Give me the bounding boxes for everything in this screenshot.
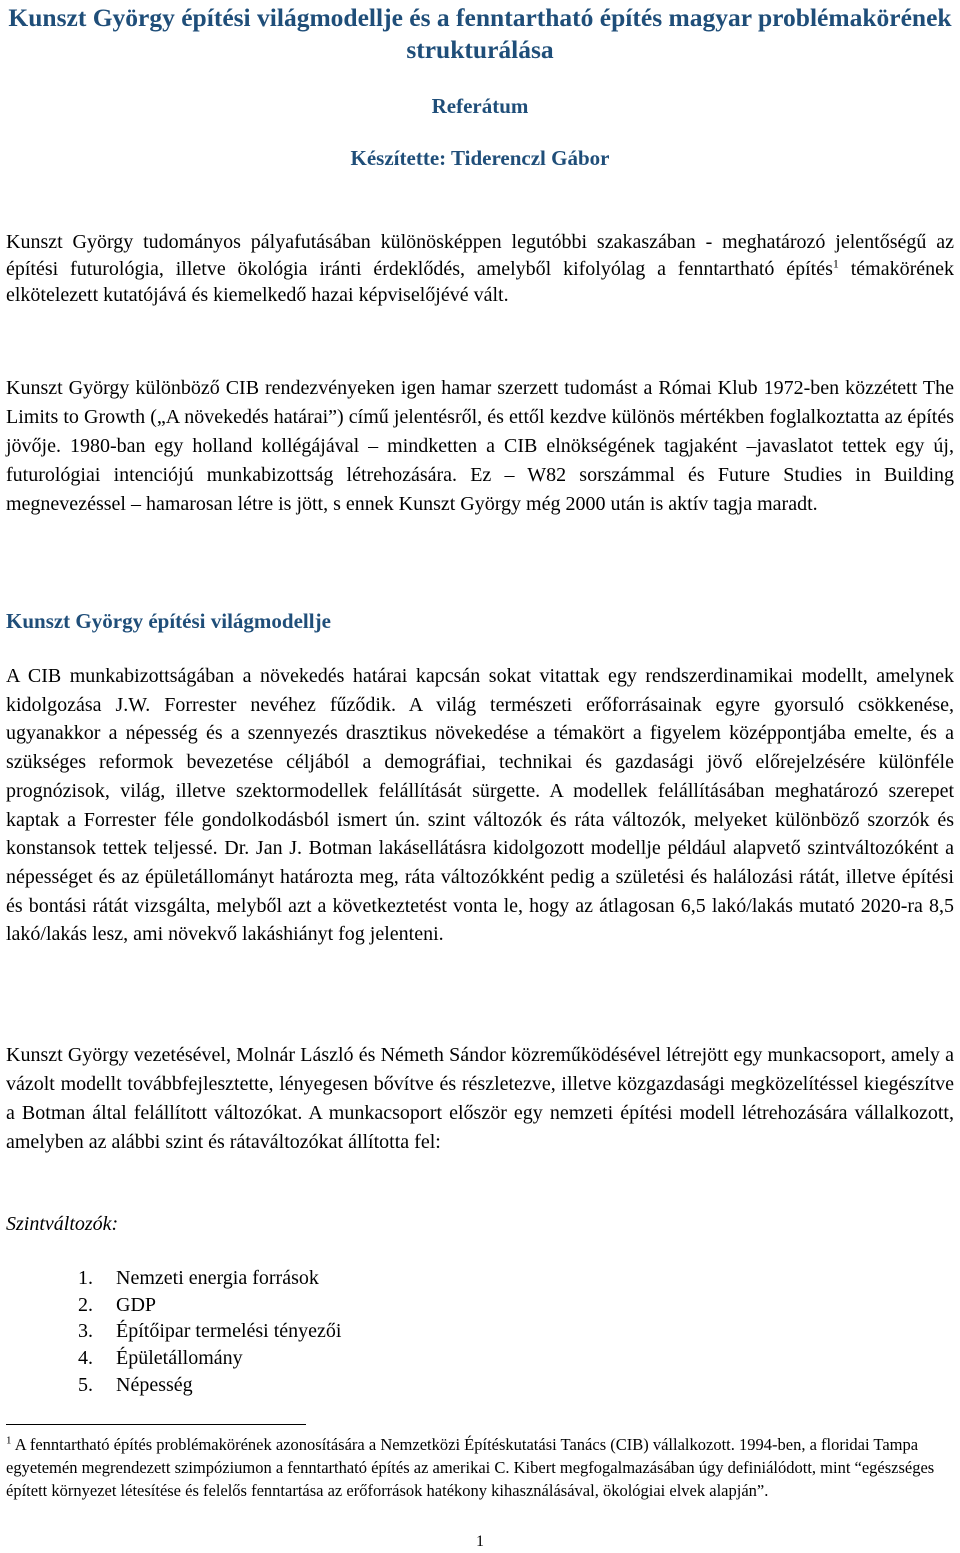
page-number: 1 bbox=[476, 1533, 484, 1550]
list-item-text: Nemzeti energia források bbox=[116, 1267, 319, 1289]
document-subtitle: Referátum bbox=[431, 94, 529, 118]
list-item-text: Népesség bbox=[116, 1373, 193, 1396]
footnote-text: A fenntartható építés problémakörének azonosítására a Nemzetközi Építéskutatási Tanács (CIB) vállalkozott. 1994-ben, a floridai Tampa egyetemén megrendezett szimpóziumon a fenntartható építés az amerikai C. Kibert megfogalmazásában úgy definiálódott, mint “egészséges épített környezet létesítése és felelős fenntartása az erőforrások hatékony kihasználásával, ökológiai elvek alapján”. bbox=[6, 1435, 935, 1500]
section-heading: Kunszt György építési világmodellje bbox=[6, 609, 331, 633]
list-item-number: 1. bbox=[78, 1267, 93, 1289]
workgroup-paragraph: Kunszt György vezetésével, Molnár László és Németh Sándor közreműködésével létrejött egy munkacsoport, amely a vázolt modellt továbbfejlesztette, lényegesen bővítve és részletezve, illetve közgazdasági megközelítéssel kiegészítve a Botman által felállított változókat. A munkacsoport először egy nemzeti építési modell létrehozására vállalkozott, amelyben az alábbi szint és rátaváltozókat állította fel: bbox=[6, 1044, 954, 1153]
footnote bbox=[6, 1433, 954, 1502]
list-item-number: 5. bbox=[78, 1373, 93, 1396]
list-item-number: 3. bbox=[78, 1320, 93, 1343]
list-item-text: Építőipar termelési tényezői bbox=[116, 1320, 342, 1343]
list-item-number: 2. bbox=[78, 1293, 93, 1316]
list-label: Szintváltozók: bbox=[6, 1213, 119, 1235]
level-variables-list bbox=[78, 1265, 341, 1399]
list-item bbox=[78, 1292, 341, 1319]
model-paragraph: A CIB munkabizottságában a növekedés határai kapcsán sokat vitattak egy rendszerdinamikai modellt, amelynek kidolgozása J.W. Forrester nevéhez fűződik. A világ természeti erőforrásainak egyre gyorsuló csökkenése, ugyanakkor a népesség és a szennyezés drasztikus növekedése a témakört a figyelem középpontjába emelte, és a szükséges reformok bevezetése céljából a demográfiai, technikai és gazdasági jövő előrejelzésére különféle prognózisok, világ, illetve szektormodellek felállítását sürgette. A modellek felállításában meghatározó szerepet kaptak a Forrester féle gondolkodásból ismert ún. szint változók és ráta változók, melyeket különböző szorzók és konstansok tettek teljessé. Dr. Jan J. Botman lakásellátásra kidolgozott modellje például alapvető szintváltozóként a népességet és az épületállományt határozta meg, ráta változókként pedig a születési és halálozási rátát, illetve építési és bontási rátát vizsgálta, melyből azt a következtetést vonta le, hogy az átlagosan 6,5 lakó/lakás mutató 2020-ra 8,5 lakó/lakás lesz, ami növekvő lakáshiányt fog jelenteni. bbox=[6, 665, 954, 946]
intro-text: Kunszt György tudományos pályafutásában különösképpen legutóbbi szakaszában - meghatározó jelentőségű az építési futurológia, illetve ökológia iránti érdeklődés, amelyből kifolyólag a fenntartható építés bbox=[6, 231, 954, 280]
list-item-text: Épületállomány bbox=[116, 1347, 243, 1370]
list-item bbox=[78, 1265, 341, 1292]
footnote-reference[interactable]: 1 bbox=[832, 255, 839, 270]
footnote-number: 1 bbox=[6, 1434, 12, 1447]
list-item-number: 4. bbox=[78, 1347, 93, 1370]
list-item bbox=[78, 1372, 341, 1399]
list-item bbox=[78, 1345, 341, 1372]
author-line: Készítette: Tiderenczl Gábor bbox=[350, 146, 610, 170]
intro-paragraph bbox=[6, 229, 954, 309]
footnote-separator bbox=[6, 1424, 306, 1425]
intro-text-continued: témakörének elkötelezett kutatójává és kiemelkedő hazai képviselőjévé vált. bbox=[6, 257, 954, 306]
cib-paragraph: Kunszt György különböző CIB rendezvényeken igen hamar szerzett tudomást a Római Klub 1972-ben közzétett The Limits to Growth („A növekedés határai”) című jelentésről, és ettől kezdve különös mértékben foglalkoztatta az építés jövője. 1980-ban egy holland kollégájával – mindketten a CIB elnökségének tagjaként –javaslatot tettek egy új, futurológiai intenciójú munkabizottság létrehozására. Ez – W82 sorszámmal és Future Studies in Building megnevezéssel – hamarosan létre is jött, s ennek Kunszt György még 2000 után is aktív tagja maradt. bbox=[6, 377, 954, 515]
document-title: Kunszt György építési világmodellje és a fenntartható építés magyar problémakörének strukturálása bbox=[8, 3, 952, 64]
list-item bbox=[78, 1318, 341, 1345]
list-item-text: GDP bbox=[116, 1293, 157, 1316]
